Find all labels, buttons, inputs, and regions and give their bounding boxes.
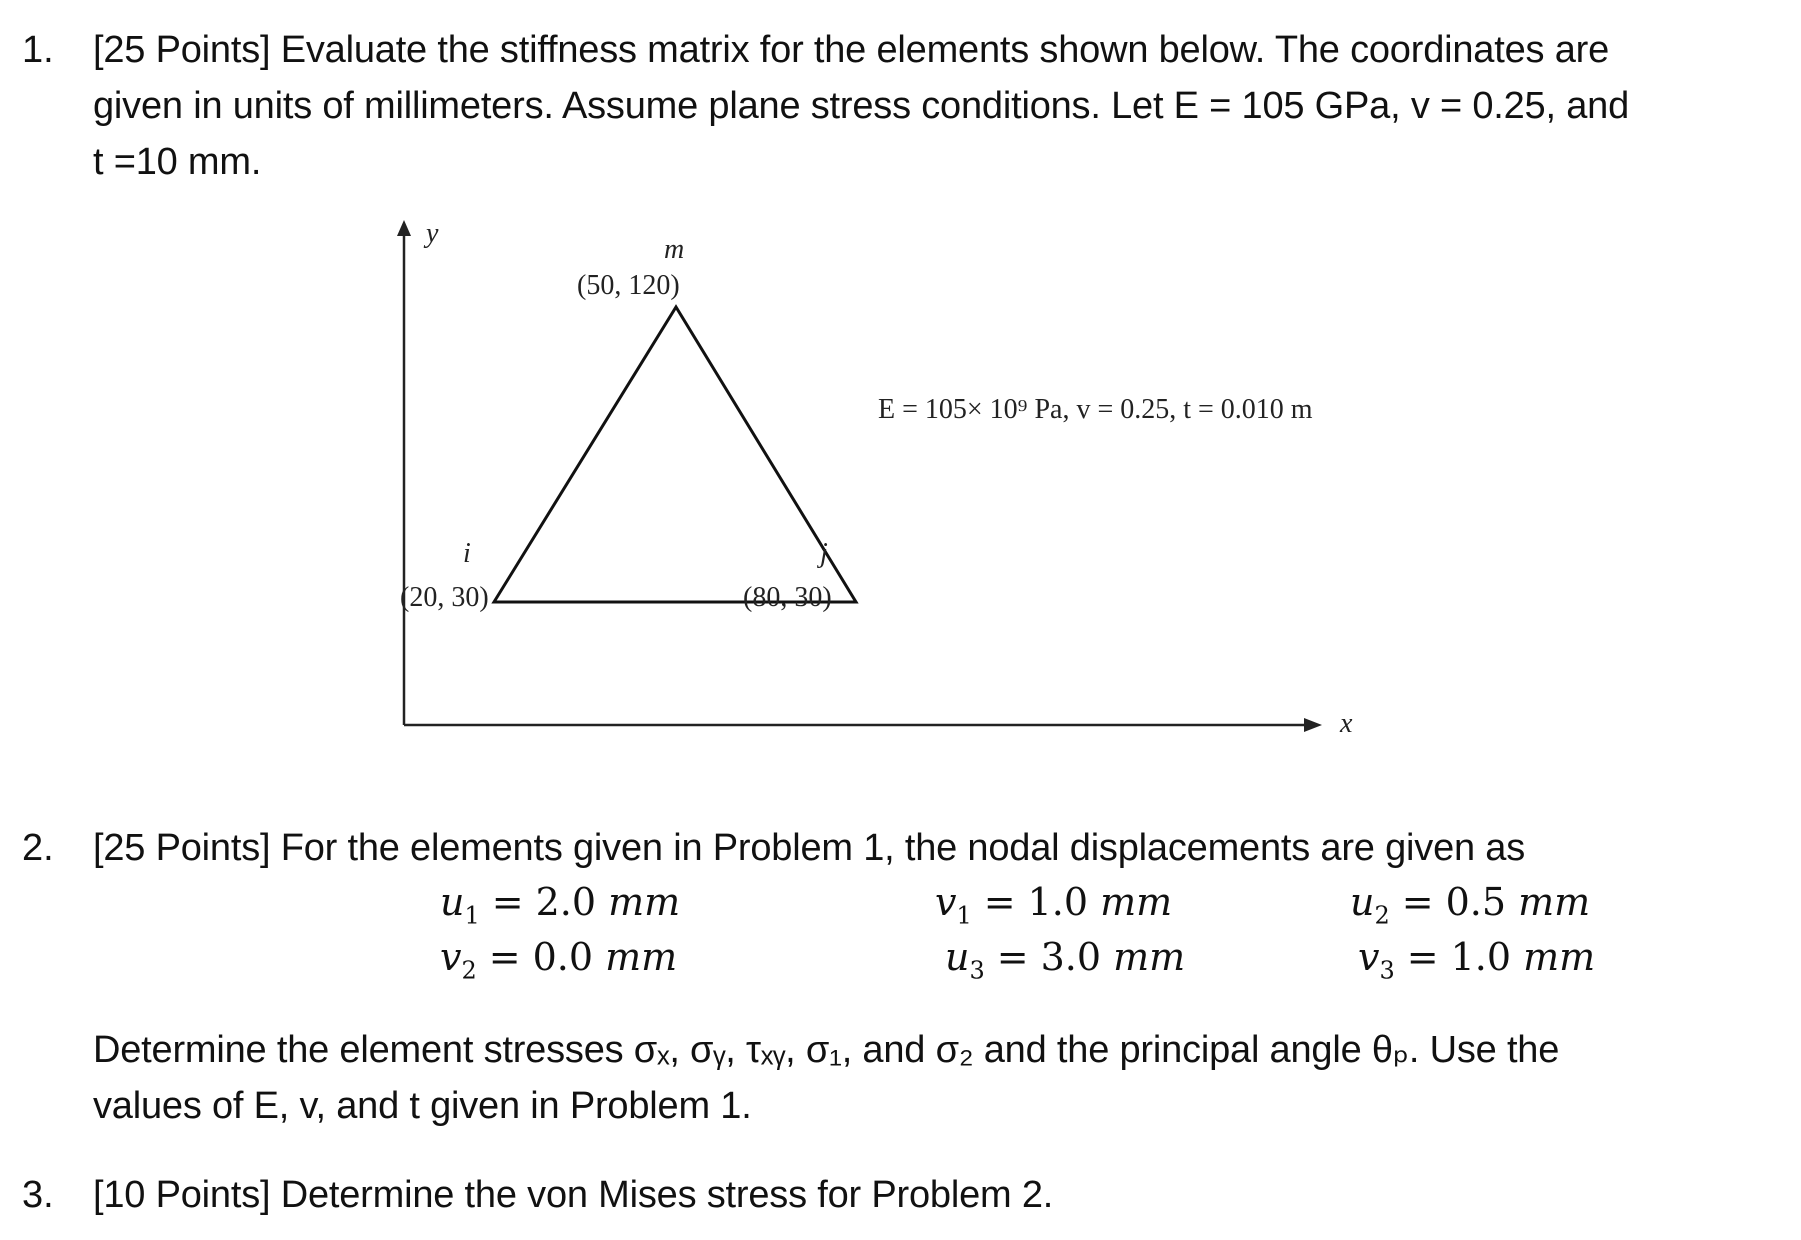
problem-line: values of E, v, and t given in Problem 1. [93, 1085, 752, 1127]
x-axis-arrow [1304, 718, 1322, 732]
triangle-element [494, 307, 856, 602]
problem-text [93, 1167, 1783, 1223]
displacement-v1: $v_1 = 1.0$ mm [935, 880, 1173, 930]
problem-text [93, 1022, 1783, 1134]
problem-line: t =10 mm. [93, 141, 262, 183]
problem-text [93, 820, 1783, 876]
material-properties: E = 105× 10⁹ Pa, v = 0.25, t = 0.010 m [878, 394, 1313, 425]
displacement-u2: $u_2 = 0.5$ mm [1350, 880, 1591, 930]
node-j-label: j [820, 538, 828, 569]
problem-line: [25 Points] Evaluate the stiffness matrix for the elements shown below. The coordinates are [93, 29, 1610, 71]
displacement-u3: $u_3 = 3.0$ mm [945, 935, 1186, 985]
node-i-coord: (20, 30) [400, 582, 489, 613]
problem-line: [10 Points] Determine the von Mises stress for Problem 2. [93, 1174, 1054, 1216]
node-m-label: m [664, 234, 685, 265]
x-axis-label: x [1340, 708, 1353, 739]
displacement-v2: $v_2 = 0.0$ mm [440, 935, 678, 985]
element-figure [360, 220, 1480, 740]
problem-number: 1. [22, 29, 54, 71]
node-i-label: i [463, 538, 471, 569]
problem-line: Determine the element stresses σₓ, σᵧ, τₓᵧ, σ₁, and σ₂ and the principal angle θₚ. Use the [93, 1029, 1560, 1071]
displacement-u1: $u_1 = 2.0$ mm [440, 880, 681, 930]
triangle-diagram [360, 220, 1480, 740]
problem-line: given in units of millimeters. Assume plane stress conditions. Let E = 105 GPa, v = 0.25, and [93, 85, 1630, 127]
node-j-coord: (80, 30) [743, 582, 832, 613]
problem-number: 3. [22, 1174, 54, 1216]
y-axis-label: y [426, 218, 439, 249]
problem-line: [25 Points] For the elements given in Problem 1, the nodal displacements are given as [93, 827, 1526, 869]
node-m-coord: (50, 120) [577, 270, 680, 301]
y-axis-arrow [397, 220, 411, 236]
problem-text [93, 22, 1783, 190]
problem-number: 2. [22, 827, 54, 869]
displacement-v3: $v_3 = 1.0$ mm [1358, 935, 1596, 985]
